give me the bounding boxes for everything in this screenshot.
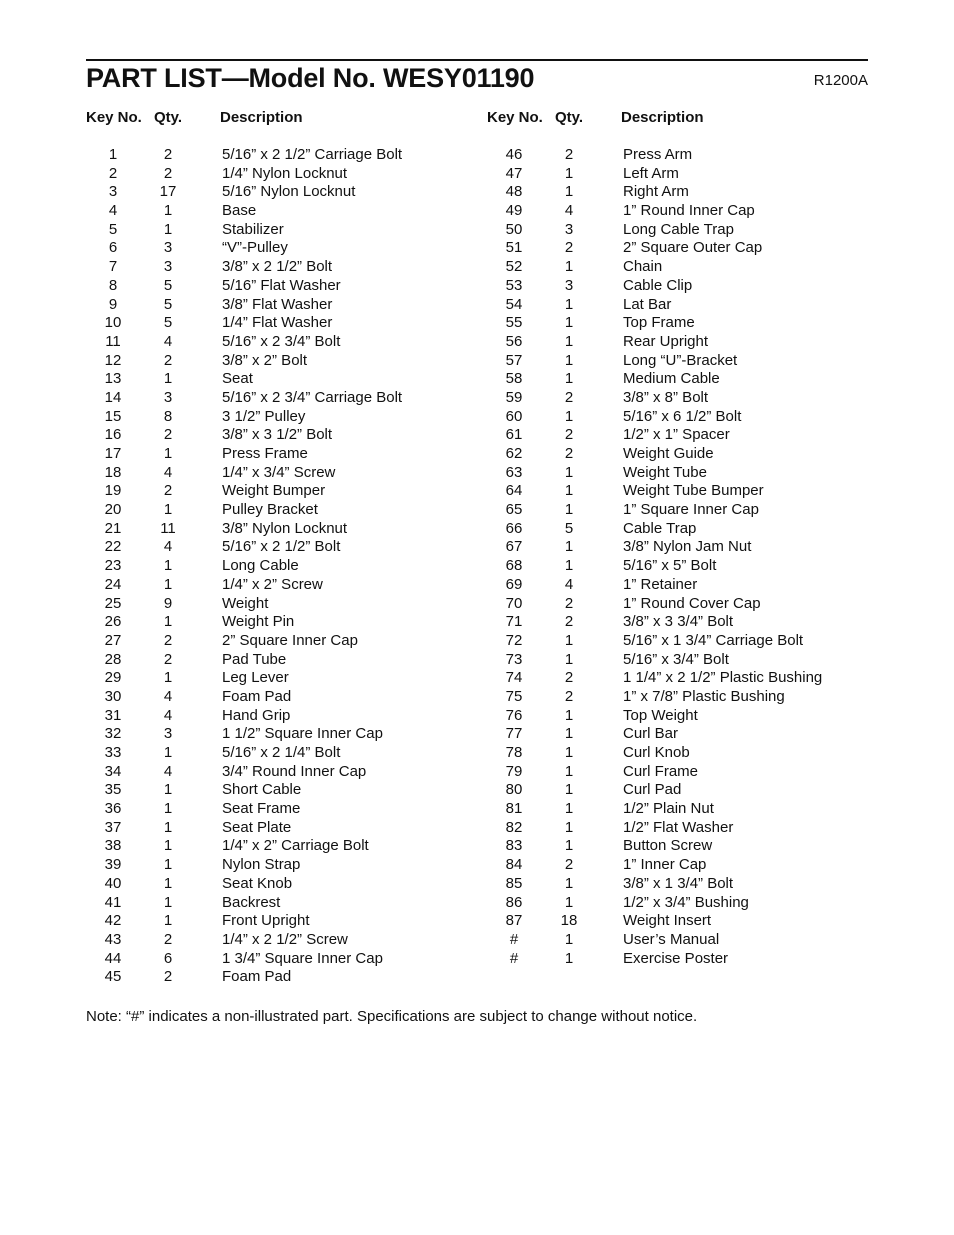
part-description: 1” Round Inner Cap — [623, 202, 755, 220]
footnote: Note: “#” indicates a non-illustrated part. Specifications are subject to change without notice. — [86, 1008, 698, 1025]
quantity: 2 — [163, 164, 173, 182]
part-description: 1/2” Plain Nut — [623, 800, 714, 818]
part-description: Foam Pad — [222, 968, 292, 986]
quantity: 1 — [163, 856, 173, 874]
part-description: 1” Round Cover Cap — [623, 594, 761, 612]
part-description: Medium Cable — [623, 370, 720, 388]
quantity: 1 — [564, 837, 574, 855]
quantity: 1 — [163, 557, 173, 575]
key-number: 73 — [505, 650, 523, 668]
quantity: 1 — [564, 631, 574, 649]
part-description: “V”-Pulley — [222, 239, 288, 257]
part-description: Press Frame — [222, 445, 308, 462]
key-number: 80 — [505, 781, 523, 799]
quantity: 2 — [564, 594, 574, 612]
quantity: 3 — [163, 239, 173, 257]
quantity: 1 — [564, 706, 574, 724]
key-number: 2 — [108, 164, 118, 182]
part-description: 1 1/2” Square Inner Cap — [222, 725, 383, 743]
quantity: 4 — [163, 463, 173, 481]
key-number: 47 — [505, 164, 523, 182]
part-description: 1/4” Nylon Locknut — [222, 164, 348, 182]
part-description: 5/16” x 6 1/2” Bolt — [623, 407, 742, 425]
key-number: # — [509, 930, 519, 948]
key-number: 55 — [505, 314, 523, 332]
quantity: 18 — [560, 912, 578, 930]
quantity: 1 — [163, 613, 173, 631]
quantity: 4 — [564, 575, 574, 593]
key-number: 82 — [505, 818, 523, 836]
quantity: 1 — [564, 893, 574, 911]
document-code: R1200A — [813, 72, 868, 89]
quantity: 1 — [564, 407, 574, 425]
key-number: 35 — [104, 781, 122, 799]
part-description: Weight Tube Bumper — [623, 482, 764, 500]
part-description: Top Frame — [623, 314, 695, 332]
part-description: Foam Pad — [222, 687, 292, 705]
part-description: Press Arm — [623, 146, 693, 163]
key-number: 78 — [505, 744, 523, 761]
quantity: 1 — [564, 463, 574, 481]
quantity: 1 — [564, 332, 574, 350]
key-number: 52 — [505, 258, 523, 276]
part-description: Pulley Bracket — [222, 501, 318, 519]
part-description: 1/4” x 2” Carriage Bolt — [222, 837, 369, 855]
part-description: Rear Upright — [623, 332, 709, 350]
quantity: 1 — [564, 781, 574, 799]
part-description: 5/16” x 2 1/4” Bolt — [222, 744, 341, 761]
part-description: 5/16” x 3/4” Bolt — [623, 650, 729, 668]
key-number: 38 — [104, 837, 122, 855]
part-description: 3/8” x 1 3/4” Bolt — [623, 874, 734, 892]
part-description: 1/4” x 3/4” Screw — [222, 463, 336, 481]
part-description: 2” Square Outer Cap — [623, 239, 763, 257]
key-number: 86 — [505, 893, 523, 911]
part-description: 1/2” Flat Washer — [623, 818, 734, 836]
key-number: 17 — [104, 445, 122, 462]
key-number: 7 — [108, 258, 118, 276]
quantity: 1 — [564, 314, 574, 332]
key-number: 54 — [505, 295, 523, 313]
quantity: 5 — [163, 276, 173, 294]
quantity: 1 — [163, 800, 173, 818]
key-number: 40 — [104, 874, 122, 892]
quantity: 1 — [163, 744, 173, 761]
part-description: Seat Knob — [222, 874, 293, 892]
part-description: Curl Knob — [623, 744, 690, 761]
quantity: 2 — [564, 687, 574, 705]
part-description: Long “U”-Bracket — [623, 351, 738, 369]
quantity: 1 — [163, 575, 173, 593]
key-number: 30 — [104, 687, 122, 705]
quantity: 5 — [163, 314, 173, 332]
part-description: 1” Square Inner Cap — [623, 501, 759, 519]
key-number: 84 — [505, 856, 523, 874]
key-number: 44 — [104, 949, 122, 967]
quantity: 2 — [163, 930, 173, 948]
part-description: Right Arm — [623, 183, 689, 201]
quantity: 1 — [163, 781, 173, 799]
key-number: 21 — [104, 519, 122, 537]
key-number: 15 — [104, 407, 122, 425]
part-description: 1 1/4” x 2 1/2” Plastic Bushing — [623, 669, 823, 687]
quantity: 1 — [163, 669, 173, 687]
key-number: 23 — [104, 557, 122, 575]
part-description: Chain — [623, 258, 663, 276]
key-number: 22 — [104, 538, 122, 556]
quantity: 1 — [163, 220, 173, 238]
quantity: 1 — [564, 725, 574, 743]
key-number: 79 — [505, 762, 523, 780]
quantity: 4 — [163, 538, 173, 556]
quantity: 1 — [564, 370, 574, 388]
quantity: 1 — [564, 930, 574, 948]
part-description: Long Cable Trap — [623, 220, 734, 238]
part-description: Nylon Strap — [222, 856, 301, 874]
part-description: 3 1/2” Pulley — [222, 407, 306, 425]
part-description: 3/8” x 3 3/4” Bolt — [623, 613, 734, 631]
part-description: 3/8” Nylon Locknut — [222, 519, 348, 537]
key-number: 42 — [104, 912, 122, 930]
quantity: 2 — [564, 426, 574, 444]
part-description: 5/16” x 1 3/4” Carriage Bolt — [623, 631, 804, 649]
key-number: 24 — [104, 575, 122, 593]
key-number: 51 — [505, 239, 523, 257]
quantity: 2 — [564, 388, 574, 406]
part-description: Stabilizer — [222, 220, 284, 238]
quantity: 1 — [564, 744, 574, 761]
key-number: 13 — [104, 370, 122, 388]
part-description: Weight Tube — [623, 463, 707, 481]
quantity: 1 — [564, 295, 574, 313]
key-number: 65 — [505, 501, 523, 519]
key-number: 60 — [505, 407, 523, 425]
quantity: 6 — [163, 949, 173, 967]
quantity: 1 — [564, 183, 574, 201]
key-number: 19 — [104, 482, 122, 500]
part-description: Weight — [222, 594, 269, 612]
part-description: 1/2” x 3/4” Bushing — [623, 893, 749, 911]
quantity: 1 — [163, 874, 173, 892]
key-number: 74 — [505, 669, 523, 687]
part-description: 1/4” x 2 1/2” Screw — [222, 930, 348, 948]
quantity: 1 — [564, 800, 574, 818]
part-description: 2” Square Inner Cap — [222, 631, 358, 649]
part-description: Hand Grip — [222, 706, 291, 724]
key-number: 20 — [104, 501, 122, 519]
key-number: 6 — [108, 239, 118, 257]
key-number: 27 — [104, 631, 122, 649]
quantity: 1 — [163, 202, 173, 220]
part-description: 5/16” Nylon Locknut — [222, 183, 356, 201]
key-number: 33 — [104, 744, 122, 761]
quantity: 4 — [163, 332, 173, 350]
part-description: 5/16” x 2 1/2” Bolt — [222, 538, 341, 556]
quantity: 1 — [564, 501, 574, 519]
part-description: Backrest — [222, 893, 281, 911]
quantity: 4 — [163, 706, 173, 724]
key-number: 46 — [505, 146, 523, 163]
quantity: 3 — [564, 220, 574, 238]
quantity: 2 — [564, 445, 574, 462]
quantity: 2 — [564, 669, 574, 687]
part-description: Weight Pin — [222, 613, 295, 631]
quantity: 2 — [163, 631, 173, 649]
part-description: Lat Bar — [623, 295, 672, 313]
quantity: 5 — [163, 295, 173, 313]
part-description: Base — [222, 202, 257, 220]
quantity: 8 — [163, 407, 173, 425]
quantity: 17 — [159, 183, 177, 201]
key-number: 31 — [104, 706, 122, 724]
quantity: 2 — [564, 613, 574, 631]
key-number: 8 — [108, 276, 118, 294]
part-description: 5/16” Flat Washer — [222, 276, 341, 294]
quantity: 4 — [564, 202, 574, 220]
key-number: 32 — [104, 725, 122, 743]
part-description: 3/8” x 2 1/2” Bolt — [222, 258, 333, 276]
part-description: 3/8” x 3 1/2” Bolt — [222, 426, 333, 444]
key-number: 3 — [108, 183, 118, 201]
part-description: Seat — [222, 370, 253, 388]
part-description: 1” x 7/8” Plastic Bushing — [623, 687, 785, 705]
right-description-header: Description — [621, 109, 704, 126]
part-description: Cable Clip — [623, 276, 693, 294]
key-number: 43 — [104, 930, 122, 948]
part-description: 3/8” Nylon Jam Nut — [623, 538, 752, 556]
quantity: 1 — [564, 949, 574, 967]
key-number: 49 — [505, 202, 523, 220]
part-description: 5/16” x 2 1/2” Carriage Bolt — [222, 146, 403, 163]
key-number: 16 — [104, 426, 122, 444]
key-number: 45 — [104, 968, 122, 986]
part-description: Curl Frame — [623, 762, 699, 780]
quantity: 1 — [564, 164, 574, 182]
key-number: 37 — [104, 818, 122, 836]
left-description-header: Description — [220, 109, 303, 126]
part-description: Button Screw — [623, 837, 713, 855]
key-number: 57 — [505, 351, 523, 369]
quantity: 1 — [564, 762, 574, 780]
quantity: 2 — [163, 146, 173, 163]
quantity: 3 — [163, 258, 173, 276]
part-description: 1” Inner Cap — [623, 856, 707, 874]
quantity: 1 — [564, 650, 574, 668]
part-description: Pad Tube — [222, 650, 287, 668]
key-number: 76 — [505, 706, 523, 724]
key-number: 66 — [505, 519, 523, 537]
key-number: 5 — [108, 220, 118, 238]
key-number: # — [509, 949, 519, 967]
quantity: 1 — [163, 837, 173, 855]
quantity: 1 — [564, 258, 574, 276]
part-description: Seat Plate — [222, 818, 292, 836]
key-number: 71 — [505, 613, 523, 631]
quantity: 1 — [564, 818, 574, 836]
key-number: 36 — [104, 800, 122, 818]
key-number: 28 — [104, 650, 122, 668]
part-description: User’s Manual — [623, 930, 720, 948]
part-description: Curl Pad — [623, 781, 682, 799]
part-description: Long Cable — [222, 557, 299, 575]
quantity: 11 — [160, 519, 176, 537]
key-number: 70 — [505, 594, 523, 612]
key-number: 68 — [505, 557, 523, 575]
key-number: 87 — [505, 912, 523, 930]
quantity: 2 — [564, 856, 574, 874]
quantity: 2 — [564, 239, 574, 257]
part-description: Leg Lever — [222, 669, 289, 687]
quantity: 1 — [163, 912, 173, 930]
key-number: 48 — [505, 183, 523, 201]
quantity: 1 — [564, 482, 574, 500]
quantity: 1 — [564, 538, 574, 556]
quantity: 1 — [163, 501, 173, 519]
part-description: 3/4” Round Inner Cap — [222, 762, 367, 780]
part-description: 1/4” x 2” Screw — [222, 575, 323, 593]
key-number: 1 — [108, 146, 118, 163]
part-description: Seat Frame — [222, 800, 301, 818]
quantity: 1 — [163, 445, 173, 462]
key-number: 72 — [505, 631, 523, 649]
right-key-header: Key No. — [487, 109, 543, 126]
key-number: 9 — [108, 295, 118, 313]
key-number: 39 — [104, 856, 122, 874]
key-number: 34 — [104, 762, 122, 780]
part-description: 1/4” Flat Washer — [222, 314, 333, 332]
quantity: 2 — [163, 482, 173, 500]
quantity: 1 — [163, 818, 173, 836]
part-description: Top Weight — [623, 706, 698, 724]
key-number: 69 — [505, 575, 523, 593]
key-number: 56 — [505, 332, 523, 350]
key-number: 83 — [505, 837, 523, 855]
part-description: Weight Insert — [623, 912, 712, 930]
part-description: Curl Bar — [623, 725, 679, 743]
key-number: 62 — [505, 445, 523, 462]
quantity: 1 — [163, 370, 173, 388]
part-description: 3/8” Flat Washer — [222, 295, 333, 313]
part-description: Weight Bumper — [222, 482, 326, 500]
left-qty-header: Qty. — [154, 109, 183, 126]
right-qty-header: Qty. — [555, 109, 584, 126]
page-title: PART LIST—Model No. WESY01190 — [86, 63, 535, 93]
key-number: 29 — [104, 669, 122, 687]
part-description: 5/16” x 5” Bolt — [623, 557, 717, 575]
part-description: 1” Retainer — [623, 575, 698, 593]
key-number: 25 — [104, 594, 122, 612]
part-description: Cable Trap — [623, 519, 697, 537]
key-number: 75 — [505, 687, 523, 705]
key-number: 4 — [108, 202, 118, 220]
key-number: 41 — [104, 893, 122, 911]
key-number: 50 — [505, 220, 523, 238]
key-number: 58 — [505, 370, 523, 388]
key-number: 77 — [505, 725, 523, 743]
quantity: 2 — [163, 650, 173, 668]
quantity: 9 — [163, 594, 173, 612]
quantity: 4 — [163, 687, 173, 705]
part-description: 3/8” x 2” Bolt — [222, 351, 308, 369]
left-key-header: Key No. — [86, 109, 142, 126]
key-number: 11 — [105, 332, 121, 350]
quantity: 2 — [163, 426, 173, 444]
part-description: 1/2” x 1” Spacer — [623, 426, 730, 444]
part-description: 5/16” x 2 3/4” Bolt — [222, 332, 341, 350]
key-number: 81 — [505, 800, 523, 818]
part-description: 3/8” x 8” Bolt — [623, 388, 709, 406]
part-description: Weight Guide — [623, 445, 714, 462]
key-number: 14 — [104, 388, 122, 406]
part-description: 5/16” x 2 3/4” Carriage Bolt — [222, 388, 403, 406]
key-number: 67 — [505, 538, 523, 556]
key-number: 85 — [505, 874, 523, 892]
quantity: 3 — [163, 725, 173, 743]
key-number: 53 — [505, 276, 523, 294]
part-description: Front Upright — [222, 912, 310, 930]
key-number: 12 — [104, 351, 122, 369]
quantity: 3 — [163, 388, 173, 406]
part-description: 1 3/4” Square Inner Cap — [222, 949, 383, 967]
quantity: 1 — [564, 557, 574, 575]
part-description: Left Arm — [623, 164, 679, 182]
part-description: Short Cable — [222, 781, 302, 799]
part-description: Exercise Poster — [623, 949, 729, 967]
quantity: 5 — [564, 519, 574, 537]
quantity: 1 — [163, 893, 173, 911]
key-number: 26 — [104, 613, 122, 631]
quantity: 2 — [564, 146, 574, 163]
quantity: 2 — [163, 351, 173, 369]
key-number: 10 — [104, 314, 122, 332]
quantity: 1 — [564, 351, 574, 369]
quantity: 4 — [163, 762, 173, 780]
key-number: 18 — [104, 463, 122, 481]
key-number: 59 — [505, 388, 523, 406]
quantity: 1 — [564, 874, 574, 892]
quantity: 3 — [564, 276, 574, 294]
key-number: 63 — [505, 463, 523, 481]
quantity: 2 — [163, 968, 173, 986]
key-number: 64 — [505, 482, 523, 500]
key-number: 61 — [505, 426, 523, 444]
